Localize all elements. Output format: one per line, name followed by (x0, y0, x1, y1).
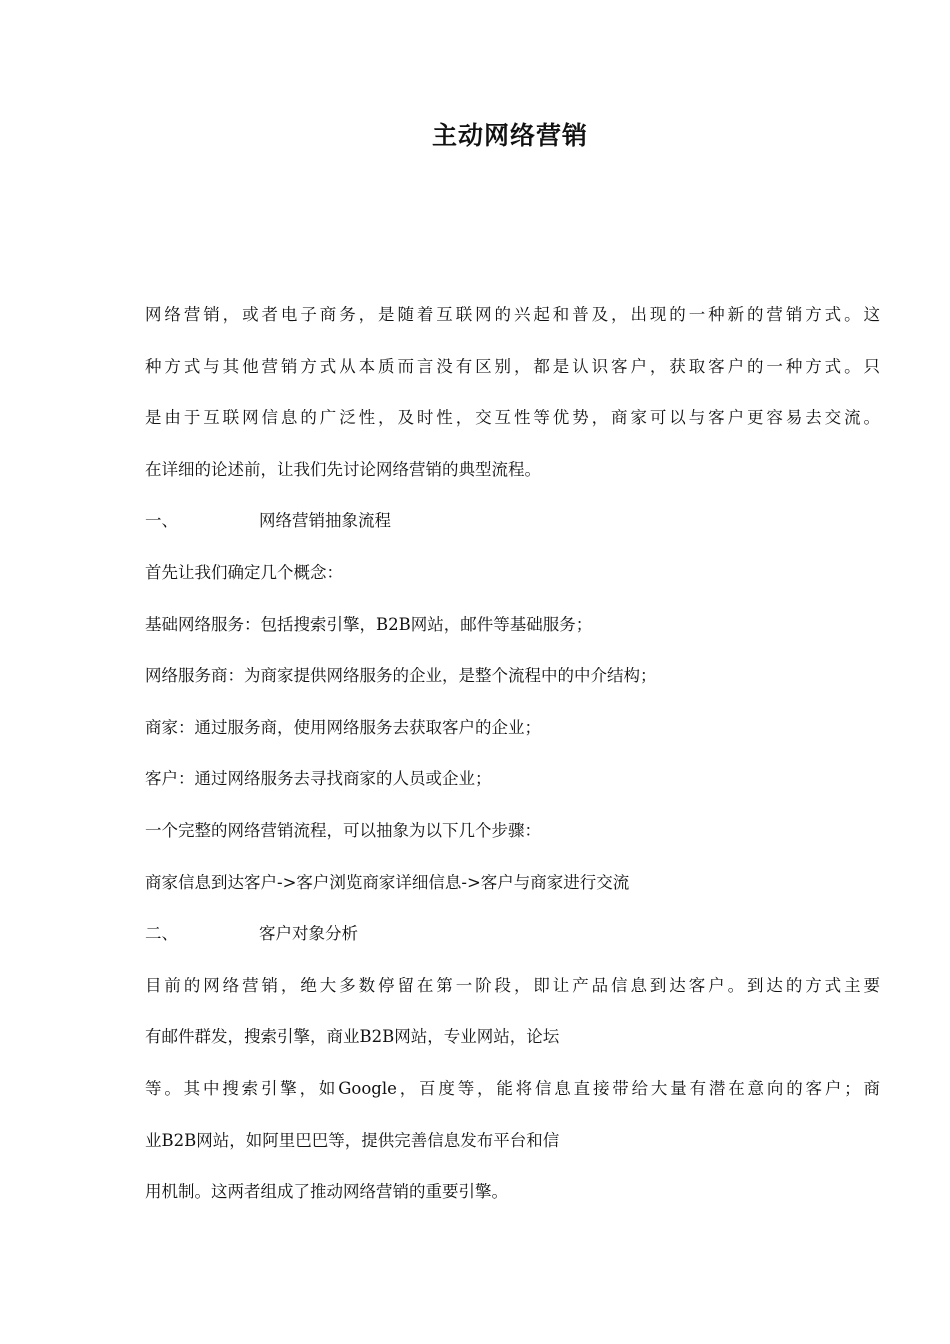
section-number: 二、 (145, 924, 178, 944)
paragraph-line: 客户：通过网络服务去寻找商家的人员或企业； (145, 769, 492, 789)
document-body (145, 300, 880, 1229)
paragraph-line: 用机制。这两者组成了推动网络营销的重要引擎。 (145, 1182, 508, 1202)
section-heading-text: 网络营销抽象流程 (259, 511, 391, 531)
paragraph-line: 等。其中搜索引擎，如Google，百度等，能将信息直接带给大量有潜在意向的客户；商 (145, 1078, 880, 1098)
paragraph-line: 种方式与其他营销方式从本质而言没有区别，都是认识客户，获取客户的一种方式。只 (145, 356, 880, 376)
paragraph-line: 有邮件群发，搜索引擎，商业B2B网站，专业网站，论坛 (145, 1027, 560, 1047)
paragraph-line: 网络服务商：为商家提供网络服务的企业，是整个流程中的中介结构； (145, 666, 657, 686)
paragraph-line: 目前的网络营销，绝大多数停留在第一阶段，即让产品信息到达客户。到达的方式主要 (145, 975, 880, 995)
section-number: 一、 (145, 511, 178, 531)
paragraph-line: 首先让我们确定几个概念： (145, 562, 343, 582)
paragraph-line: 一个完整的网络营销流程，可以抽象为以下几个步骤： (145, 820, 541, 840)
paragraph-line: 商家信息到达客户->客户浏览商家详细信息->客户与商家进行交流 (145, 872, 630, 892)
paragraph-line: 在详细的论述前，让我们先讨论网络营销的典型流程。 (145, 459, 541, 479)
paragraph-line: 是由于互联网信息的广泛性，及时性，交互性等优势，商家可以与客户更容易去交流。 (145, 408, 880, 428)
section-heading (145, 506, 880, 558)
section-heading-text: 客户对象分析 (259, 924, 358, 944)
paragraph-line: 业B2B网站，如阿里巴巴等，提供完善信息发布平台和信 (145, 1130, 560, 1150)
section-heading (145, 919, 880, 971)
paragraph-line: 网络营销，或者电子商务，是随着互联网的兴起和普及，出现的一种新的营销方式。这 (145, 305, 880, 324)
paragraph-line: 基础网络服务：包括搜索引擎，B2B网站，邮件等基础服务； (145, 614, 593, 634)
document-title: 主动网络营销 (431, 121, 588, 150)
paragraph-line: 商家：通过服务商，使用网络服务去获取客户的企业； (145, 717, 541, 737)
